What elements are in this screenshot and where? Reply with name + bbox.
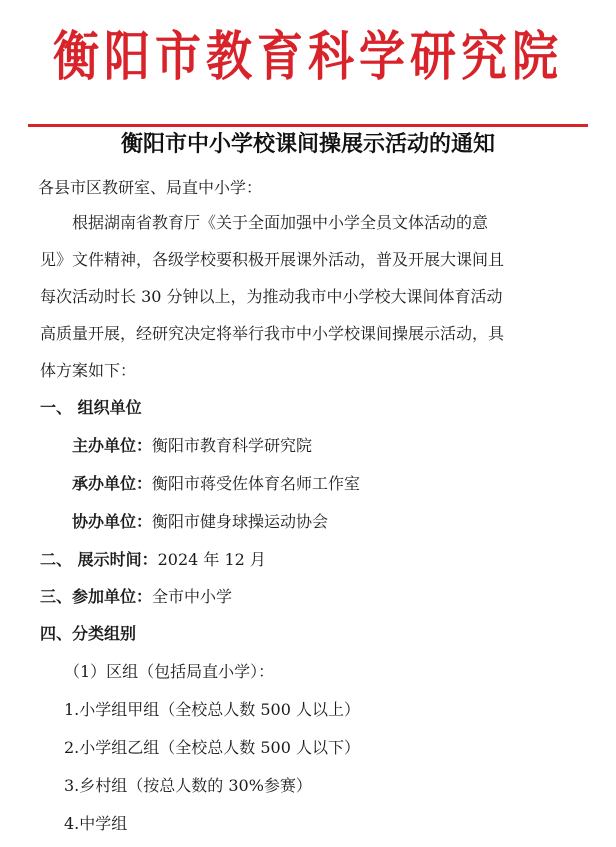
group-line-4: 3.乡村组（按总人数的 30%参赛） [64, 776, 312, 795]
host-value: 衡阳市教育科学研究院 [152, 436, 313, 455]
assist-row [72, 509, 328, 532]
body-line-5: 体方案如下： [40, 361, 137, 380]
body-line-4: 高质量开展，经研究决定将举行我市中小学校课间操展示活动，具 [40, 324, 505, 343]
undertake-value: 衡阳市蒋受佐体育名师工作室 [152, 474, 361, 493]
group-line-1: （1）区组（包括局直小学）： [64, 662, 275, 681]
undertake-row [72, 471, 360, 494]
participants-label: 三、参加单位： [40, 587, 153, 606]
salutation: 各县市区教研室、局直中小学： [38, 178, 263, 197]
section-groups-heading: 四、分类组别 [40, 624, 137, 643]
participants-value: 全市中小学 [152, 587, 233, 606]
time-label: 二、 展示时间： [40, 550, 158, 569]
body-line-2: 见》文件精神，各级学校要积极开展课外活动，普及开展大课间且 [40, 250, 505, 269]
participants-row [40, 584, 232, 607]
time-value: 2024 年 12 月 [157, 550, 266, 569]
undertake-label: 承办单位： [72, 474, 153, 493]
letterhead: 衡阳市教育科学研究院 [53, 24, 563, 88]
body-line-3: 每次活动时长 30 分钟以上，为推动我市中小学校大课间体育活动 [40, 287, 503, 306]
assist-label: 协办单位： [72, 512, 153, 531]
group-line-2: 1.小学组甲组（全校总人数 500 人以上） [64, 700, 360, 719]
body-line-1: 根据湖南省教育厅《关于全面加强中小学全员文体活动的意 [72, 213, 489, 232]
group-line-3: 2.小学组乙组（全校总人数 500 人以下） [64, 738, 360, 757]
section-org-heading: 一、 组织单位 [40, 398, 142, 417]
time-row [40, 547, 266, 570]
assist-value: 衡阳市健身球操运动协会 [152, 512, 329, 531]
document-title: 衡阳市中小学校课间操展示活动的通知 [120, 132, 495, 157]
host-row [72, 433, 312, 456]
group-line-5: 4.中学组 [64, 814, 128, 833]
host-label: 主办单位： [72, 436, 153, 455]
